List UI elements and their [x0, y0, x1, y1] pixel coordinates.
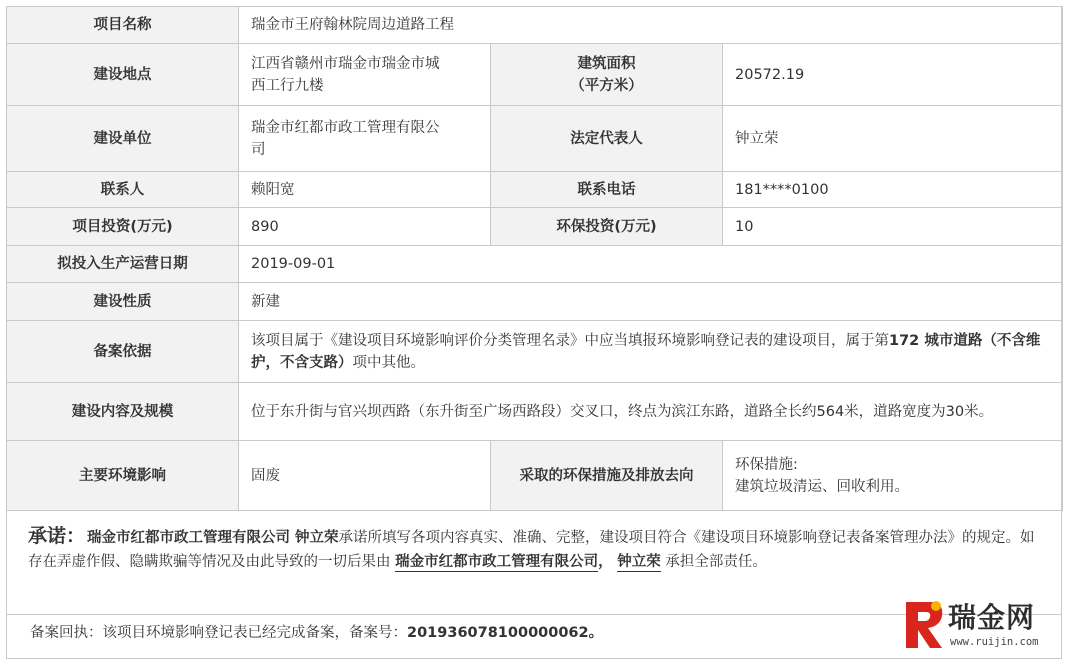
- promise-person-underlined: 钟立荣: [617, 554, 661, 570]
- row-location: [7, 44, 1063, 106]
- area-label-line1: 建筑面积: [577, 55, 636, 72]
- receipt-text: 备案回执：该项目环境影响登记表已经完成备案，备案号：: [30, 625, 407, 641]
- operation-date-label: 拟投入生产运营日期: [7, 246, 239, 283]
- promise-text-1: 承诺所填写各项内容真实、准确、完整，建设项目符合《建设项目环境影响登记表备案管理办法》的规定。如存在弄虚作假、隐瞒欺骗等情况及由此导致的一切后果由: [28, 530, 1035, 570]
- promise-paragraph: [6, 508, 1062, 574]
- promise-separator: ，: [598, 554, 613, 570]
- contact-value: 赖阳宽: [239, 172, 491, 208]
- project-name-value: 瑞金市王府翰林院周边道路工程: [239, 7, 1063, 44]
- basis-label: 备案依据: [7, 321, 239, 383]
- content-value: 位于东升街与官兴坝西路（东升街至广场西路段）交叉口，终点为滨江东路，道路全长约564米，道路宽度为30米。: [239, 383, 1063, 441]
- row-basis: [7, 321, 1063, 383]
- content-label: 建设内容及规模: [7, 383, 239, 441]
- location-value: [239, 44, 491, 106]
- phone-label: 联系电话: [491, 172, 723, 208]
- investment-label: 项目投资(万元): [7, 208, 239, 246]
- ruijin-watermark: [900, 594, 1060, 658]
- operation-date-value: 2019-09-01: [239, 246, 1063, 283]
- location-label: 建设地点: [7, 44, 239, 106]
- area-label-line2: （平方米）: [570, 77, 643, 94]
- measures-value: [723, 441, 1063, 511]
- impact-value: 固废: [239, 441, 491, 511]
- nature-label: 建设性质: [7, 283, 239, 321]
- location-line2: 西工行九楼: [251, 77, 324, 94]
- phone-value: 181****0100: [723, 172, 1063, 208]
- ruijin-logo-icon: [900, 594, 948, 654]
- area-label: [491, 44, 723, 106]
- row-nature: [7, 283, 1063, 321]
- measures-line2: 建筑垃圾清运、回收利用。: [735, 478, 909, 495]
- measures-label: 采取的环保措施及排放去向: [491, 441, 723, 511]
- area-value: 20572.19: [723, 44, 1063, 106]
- registration-table: [6, 6, 1063, 511]
- legal-rep-label: 法定代表人: [491, 106, 723, 172]
- unit-line2: 司: [251, 141, 266, 158]
- row-project-name: [7, 7, 1063, 44]
- row-investment: [7, 208, 1063, 246]
- row-contact: [7, 172, 1063, 208]
- impact-label: 主要环境影响: [7, 441, 239, 511]
- row-operation-date: [7, 246, 1063, 283]
- receipt-number: 201936078100000062。: [407, 625, 604, 641]
- row-unit: [7, 106, 1063, 172]
- unit-label: 建设单位: [7, 106, 239, 172]
- investment-value: 890: [239, 208, 491, 246]
- env-investment-value: 10: [723, 208, 1063, 246]
- env-investment-label: 环保投资(万元): [491, 208, 723, 246]
- row-impact: [7, 441, 1063, 511]
- unit-line1: 瑞金市红都市政工管理有限公: [251, 119, 440, 136]
- legal-rep-value: 钟立荣: [723, 106, 1063, 172]
- promise-heading: 承诺：: [28, 525, 86, 547]
- nature-value: 新建: [239, 283, 1063, 321]
- watermark-url: www.ruijin.com: [950, 636, 1039, 648]
- basis-text-b: 172 城市道路（不含维护，不含支路）: [251, 332, 1041, 371]
- unit-value: [239, 106, 491, 172]
- basis-text-c: 项中其他。: [352, 354, 425, 371]
- basis-text-a: 该项目属于《建设项目环境影响评价分类管理名录》中应当填报环境影响登记表的建设项目，属于第: [251, 332, 889, 349]
- location-line1: 江西省赣州市瑞金市瑞金市城: [251, 55, 440, 72]
- promise-text-2: 承担全部责任。: [665, 554, 767, 570]
- contact-label: 联系人: [7, 172, 239, 208]
- basis-value: [239, 321, 1063, 383]
- measures-line1: 环保措施:: [735, 456, 798, 473]
- watermark-text: 瑞金网: [948, 601, 1036, 634]
- project-name-label: 项目名称: [7, 7, 239, 44]
- promise-company: 瑞金市红都市政工管理有限公司 钟立荣: [87, 530, 339, 546]
- row-content: [7, 383, 1063, 441]
- promise-company-underlined: 瑞金市红都市政工管理有限公司: [395, 554, 599, 570]
